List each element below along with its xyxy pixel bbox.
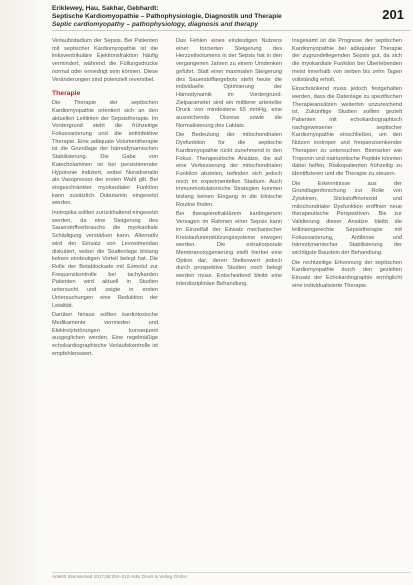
paragraph: Bei therapierefraktärem kardiogenem Versagen im Rahmen einer Sepsis kann im Einzelfall der Einsatz mechanischer Kreislaufunterstützungssysteme erwogen werden. Die extrakorporale Membranoxygenierung stellt hierbei eine Option dar, deren Stellenwert jedoch durch prospektive Studien noch belegt werden muss. Entscheidend bleibt eine interdisziplinäre Behandlung. (176, 211, 282, 287)
paragraph: Die rechtzeitige Erkennung der septischen Kardiomyopathie durch den gezielten Einsatz der Echokardiographie ermöglicht eine individualisierte Therapie. (292, 259, 402, 289)
paragraph: Verlaufsstadium der Sepsis. Bei Patienten mit septischer Kardiomyopathie ist die linksventrikuläre Ejektionsfraktion häufig vermindert, während die Füllungsdrücke normal oder erniedrigt sein können. Diese Veränderungen sind potenziell reversibel. (52, 38, 158, 83)
section-heading-therapie: Therapie (52, 90, 81, 98)
footer-divider (52, 572, 410, 573)
paragraph: Darüber hinaus sollten kardiotoxische Medikamente vermieden und Elektrolytstörungen konsequent ausgeglichen werden. Eine regelmäßige echokardiographische Verlaufskontrolle ist empfehlenswert. (52, 312, 158, 357)
paragraph: Die Erkenntnisse aus der Grundlagenforschung zur Rolle von Zytokinen, Stickstoffmonoxid und mitochondrialer Dysfunktion eröffnen neue therapeutische Perspektiven. Bis zur Validierung dieser Ansätze bleibt die leitliniengerechte Sepsistherapie mit Fokussanierung, Antibiose und hämodynamischer Stabilisierung der wichtigste Baustein der Behandlung. (292, 180, 402, 256)
header-subtitle: Septic cardiomyopathy – pathophysiology, diagnosis and therapy (52, 21, 259, 28)
text-column-3 (292, 38, 402, 293)
paragraph: Insgesamt ist die Prognose der septischen Kardiomyopathie bei adäquater Therapie der zugrundeliegenden Sepsis gut, da sich die myokardiale Funktion bei Überlebenden meist innerhalb von sieben bis zehn Tagen vollständig erholt. (292, 38, 402, 83)
paragraph: Inotropika sollten zurückhaltend eingesetzt werden, da eine Steigerung des Sauerstoffverbrauchs die myokardiale Schädigung verstärken kann. Alternativ wird der Einsatz von Levosimendan diskutiert, wobei die Studienlage bislang keinen eindeutigen Vorteil belegt hat. Die Rolle der Betablockade mit Esmolol zur Frequenzkontrolle bei tachykarden Patienten wird aktuell in Studien untersucht und zeigte in ersten Untersuchungen eine Reduktion der Letalität. (52, 210, 158, 309)
page-number: 201 (382, 7, 404, 22)
page-edge-shading (0, 0, 40, 585)
header-divider (52, 30, 410, 31)
paragraph: Die Therapie der septischen Kardiomyopathie orientiert sich an den aktuellen Leitlinien der Sepsistherapie. Im Vordergrund steht die frühzeitige Fokussanierung und die antiinfektive Therapie. Eine adäquate Volumentherapie ist die Grundlage der hämodynamischen Stabilisierung. Die Gabe von Katecholaminen ist bei persistierender Hypotonie indiziert, wobei Noradrenalin als Vasopressor der ersten Wahl gilt. Bei eingeschränkter myokardialer Funktion kann zusätzlich Dobutamin eingesetzt werden. (52, 100, 158, 207)
footer-citation: Anästh Intensivmed 2017;58:200–210 Aktiv Druck & Verlag GmbH (52, 574, 187, 579)
paragraph: Einschränkend muss jedoch festgehalten werden, dass die Datenlage zu spezifischen Therapieansätzen weiterhin unzureichend ist. Zukünftige Studien sollten gezielt Patienten mit echokardiographisch nachgewiesener septischer Kardiomyopathie einschließen, um den Nutzen inotroper und frequenzsenkender Therapien zu untersuchen. Biomarker wie Troponin und natriuretische Peptide könnten dabei helfen, Risikopatienten frühzeitig zu identifizieren und die Therapie zu steuern. (292, 86, 402, 177)
header-title: Septische Kardiomyopathie – Pathophysiologie, Diagnostik und Therapie (52, 13, 282, 20)
paragraph: Die Bedeutung der mitochondrialen Dysfunktion für die septische Kardiomyopathie rückt zunehmend in den Fokus. Therapeutische Ansätze, die auf eine Verbesserung der mitochondrialen Funktion abzielen, befinden sich jedoch noch im experimentellen Stadium. Auch immunmodulatorische Strategien konnten bislang keinen Eingang in die klinische Routine finden. (176, 132, 282, 208)
header-authors: Eriklewey, Hau, Sakhar, Gebhardt: (52, 5, 159, 12)
text-column-2 (176, 38, 282, 291)
paragraph: Das Fehlen eines eindeutigen Nutzens einer forcierten Steigerung des Herzzeitvolumens in der Sepsis hat in den vergangenen Jahren zu einem Umdenken geführt. Statt einer maximalen Steigerung des Sauerstoffangebots steht heute die individuelle Optimierung der Hämodynamik im Vordergrund. Zielparameter sind ein mittlerer arterieller Druck von mindestens 65 mmHg, eine ausreichende Diurese sowie die Normalisierung des Laktats. (176, 38, 282, 129)
text-column-1 (52, 38, 158, 360)
